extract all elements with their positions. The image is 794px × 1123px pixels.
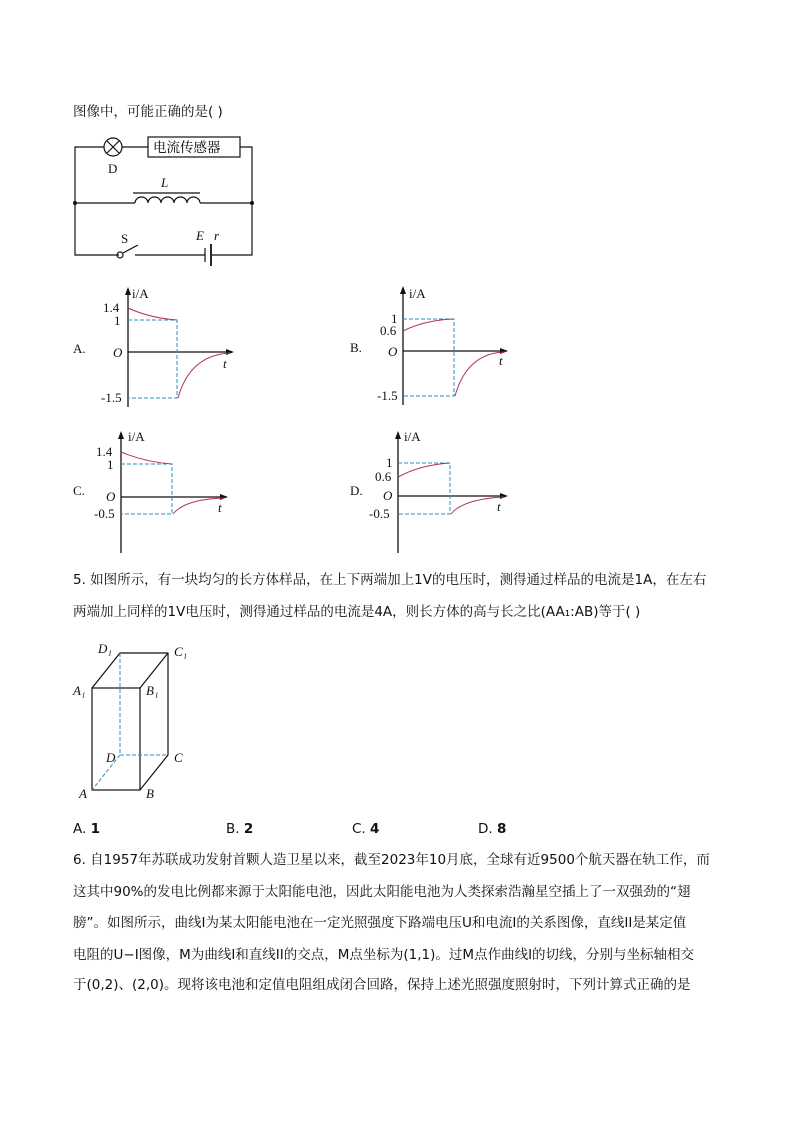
svg-text:-0.5: -0.5 — [369, 506, 390, 521]
q5-option-b[interactable]: B. 2 — [226, 821, 254, 837]
svg-text:B: B — [146, 786, 154, 801]
svg-text:1: 1 — [386, 455, 393, 470]
q6-line-5: 于(0,2)、(2,0)。现将该电池和定值电阻组成闭合回路，保持上述光照强度照射时，下列计算式正确的是 — [73, 977, 691, 993]
svg-text:B₁: B₁ — [146, 683, 159, 698]
svg-text:O: O — [106, 489, 116, 504]
svg-text:i/A: i/A — [132, 286, 149, 301]
q4-stem: 图像中，可能正确的是( ) — [73, 104, 223, 120]
q5-line-1: 5. 如图所示，有一块均匀的长方体样品，在上下两端加上1V的电压时，测得通过样品的电流是1A，在左右 — [73, 572, 707, 588]
q5-option-d[interactable]: D. 8 — [478, 821, 507, 837]
svg-text:A: A — [79, 786, 87, 801]
svg-text:B.: B. — [350, 340, 362, 355]
q6-line-2: 这其中90%的发电比例都来源于太阳能电池，因此太阳能电池为人类探索浩瀚星空插上了一双强劲的“翅 — [73, 884, 691, 900]
sensor-label: 电流传感器 — [153, 140, 221, 156]
svg-text:t: t — [499, 353, 503, 368]
svg-text:i/A: i/A — [404, 429, 421, 444]
svg-text:1.4: 1.4 — [96, 444, 113, 459]
svg-text:O: O — [383, 488, 393, 503]
battery-icon — [205, 244, 211, 266]
q5-line-2: 两端加上同样的1V电压时，测得通过样品的电流是4A，则长方体的高与长之比(AA₁:AB)等于( ) — [73, 604, 641, 620]
graph-option-d[interactable] — [350, 429, 508, 553]
switch-icon — [117, 245, 138, 258]
svg-text:1: 1 — [114, 313, 121, 328]
svg-text:-1.5: -1.5 — [377, 388, 398, 403]
svg-text:C: C — [174, 750, 183, 765]
svg-text:O: O — [113, 345, 123, 360]
svg-text:L: L — [161, 175, 169, 190]
svg-text:1: 1 — [391, 311, 398, 326]
svg-text:0.6: 0.6 — [380, 323, 397, 338]
svg-text:D: D — [108, 161, 118, 176]
q6-line-3: 膀”。如图所示，曲线I为某太阳能电池在一定光照强度下路端电压U和电流I的关系图像，直线II是某定值 — [73, 915, 687, 931]
svg-text:D.: D. — [350, 483, 363, 498]
svg-text:i/A: i/A — [409, 286, 426, 301]
svg-text:-1.5: -1.5 — [101, 390, 122, 405]
svg-text:O: O — [388, 344, 398, 359]
graph-option-a[interactable] — [73, 286, 234, 407]
q5-option-c[interactable]: C. 4 — [352, 821, 380, 837]
inductor-coil — [135, 197, 200, 203]
svg-text:-0.5: -0.5 — [94, 506, 115, 521]
q5-option-a[interactable]: A. 1 — [73, 821, 100, 837]
svg-text:1.4: 1.4 — [103, 300, 120, 315]
svg-text:S: S — [121, 231, 129, 246]
svg-text:A.: A. — [73, 341, 86, 356]
svg-text:D₁: D₁ — [98, 641, 112, 656]
svg-text:t: t — [497, 499, 501, 514]
svg-text:0.6: 0.6 — [375, 469, 392, 484]
q6-line-1: 6. 自1957年苏联成功发射首颗人造卫星以来，截至2023年10月底，全球有近9500个航天器在轨工作，而 — [73, 852, 710, 868]
lamp-icon — [104, 138, 122, 156]
q6-line-4: 电阻的U−I图像，M为曲线I和直线II的交点，M点坐标为(1,1)。过M点作曲线I的切线，分别与坐标轴相交 — [73, 947, 695, 963]
svg-text:C₁: C₁ — [174, 644, 188, 659]
svg-text:1: 1 — [107, 457, 114, 472]
svg-text:C.: C. — [73, 483, 85, 498]
graph-option-c[interactable] — [73, 429, 228, 553]
svg-text:E: E — [196, 228, 204, 243]
svg-text:t: t — [218, 500, 222, 515]
graph-option-b[interactable] — [350, 286, 508, 405]
svg-text:A₁: A₁ — [73, 683, 86, 698]
svg-text:t: t — [223, 356, 227, 371]
svg-text:i/A: i/A — [128, 429, 145, 444]
circuit-diagram — [73, 137, 254, 266]
svg-text:r: r — [214, 228, 220, 243]
svg-text:D: D — [106, 750, 116, 765]
cuboid-figure — [72, 641, 187, 801]
